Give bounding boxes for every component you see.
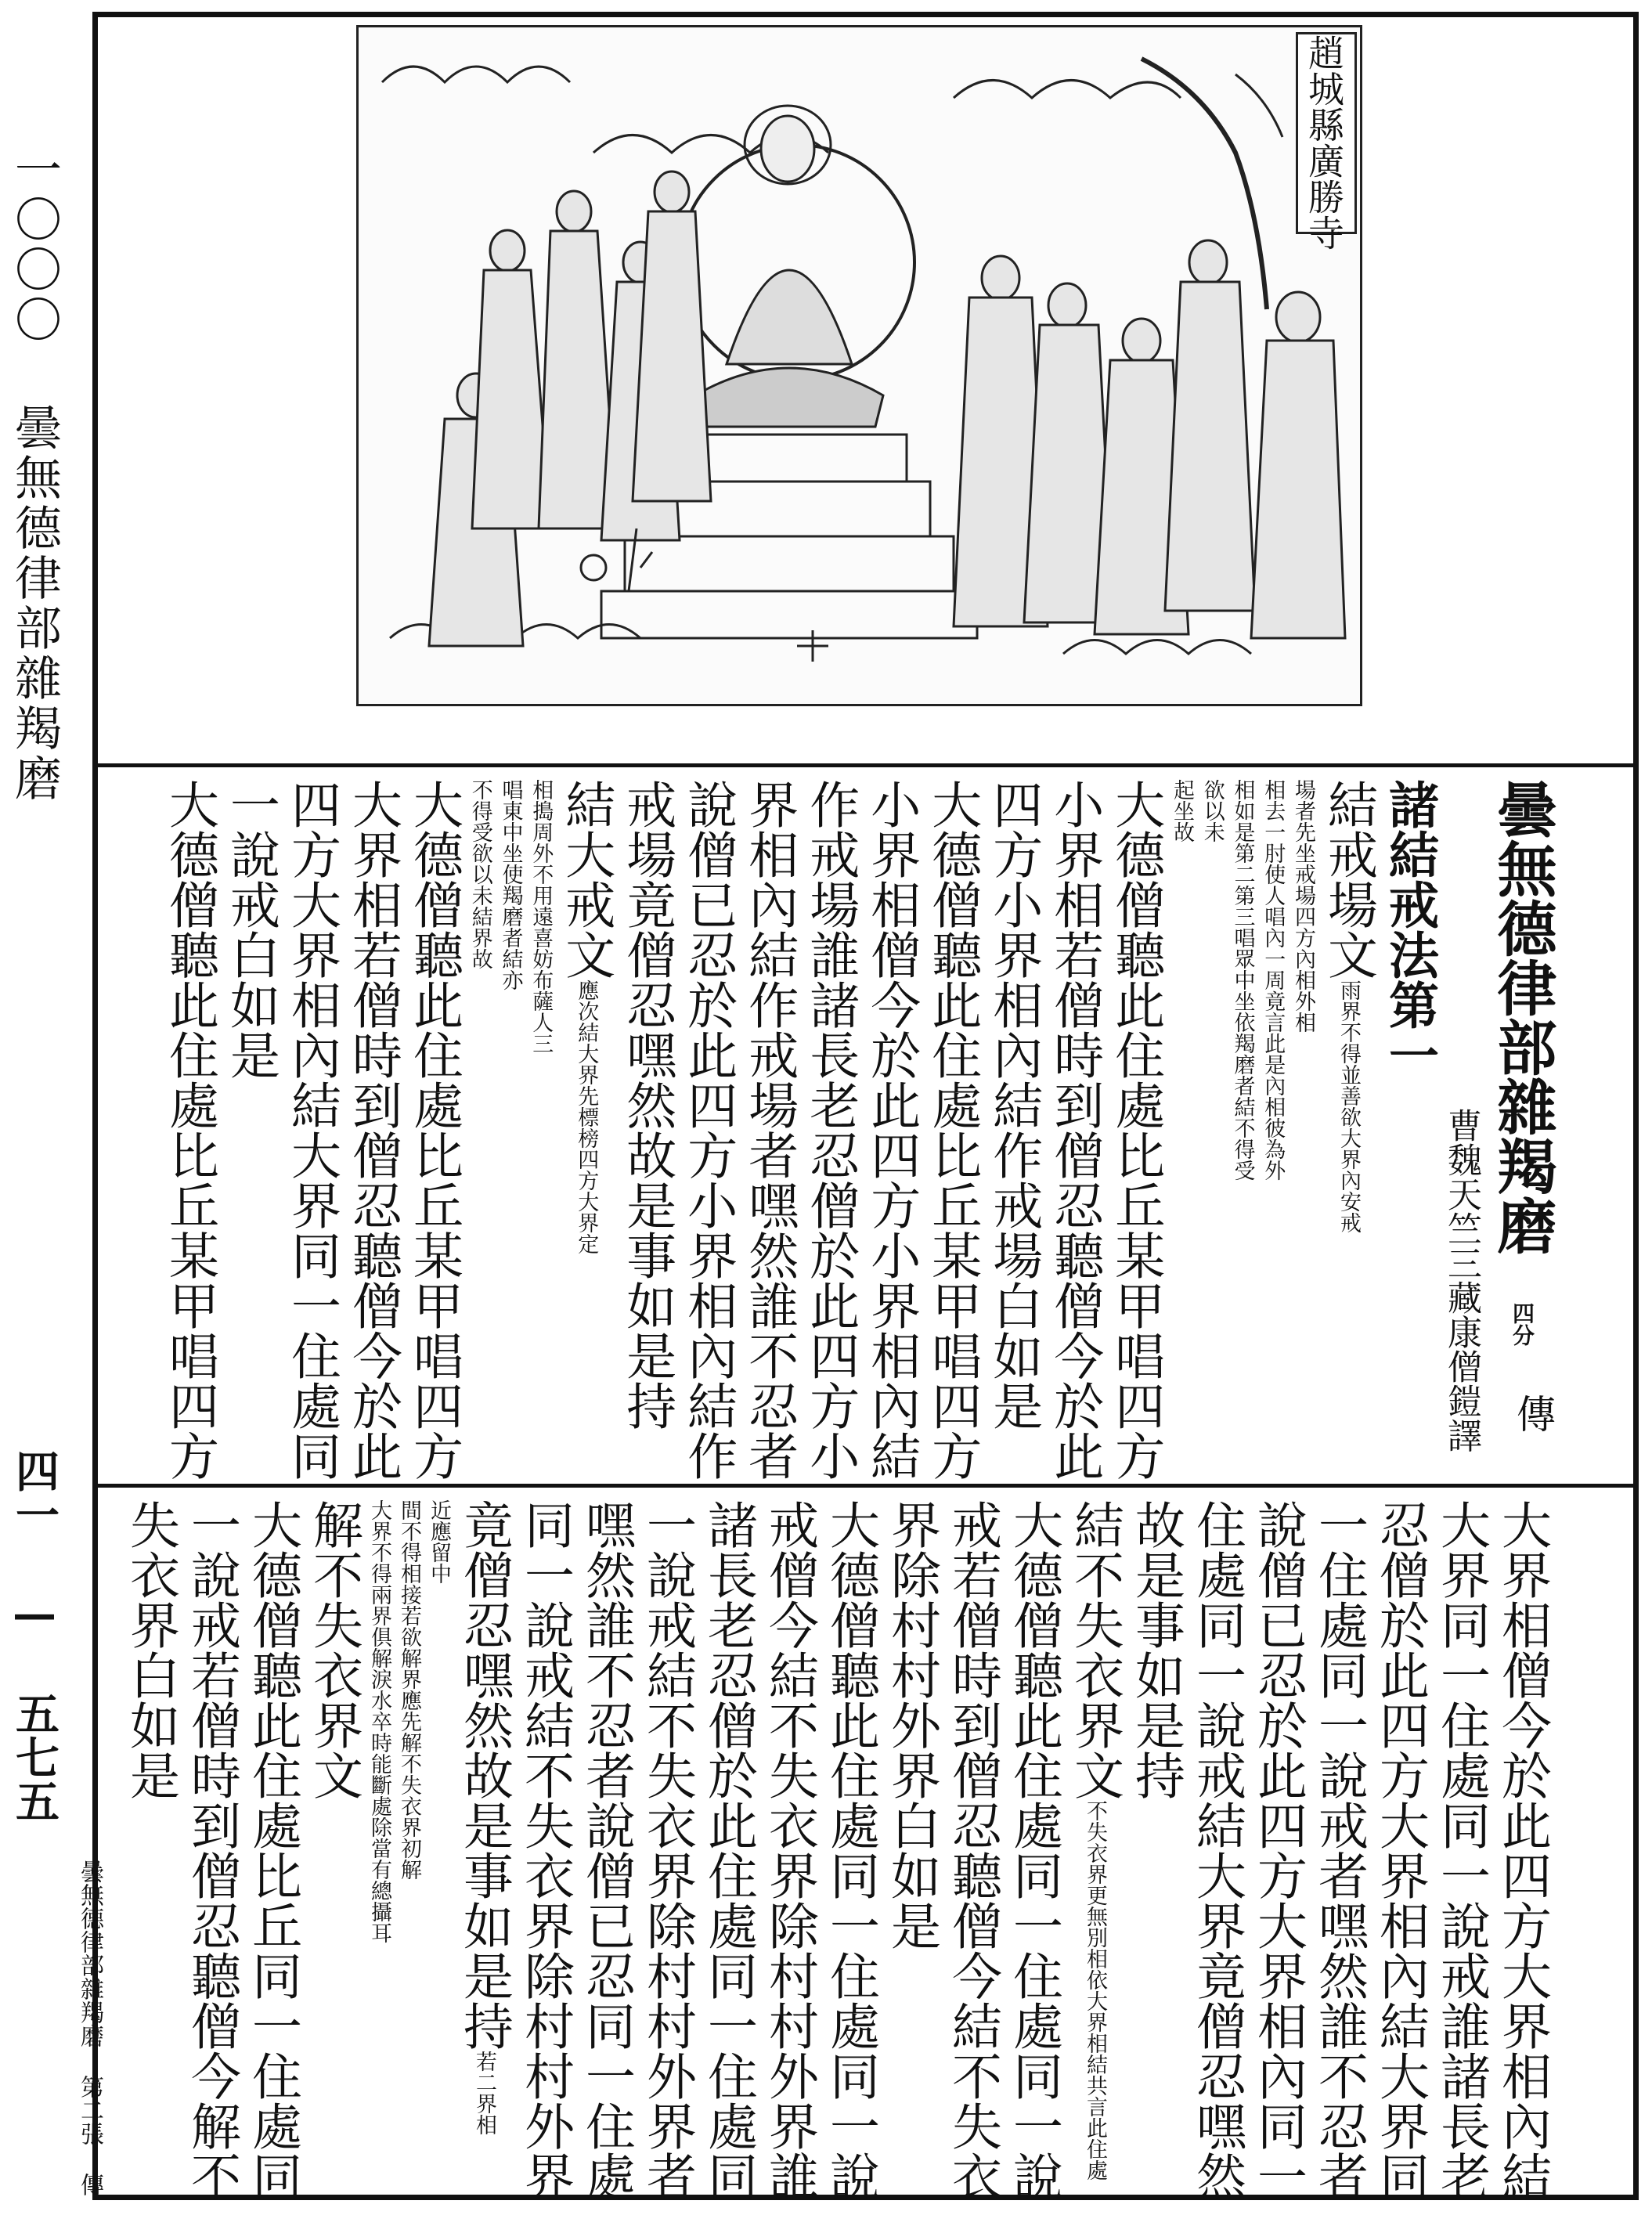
section-heading: 結不失衣界文不失衣界更無別相依大界相結共言此住處 bbox=[1066, 1499, 1124, 2181]
note-column: 大界不得兩界俱解淚水卒時能斷處除當有總攝耳 bbox=[367, 1499, 391, 1943]
section-divider-2 bbox=[98, 1484, 1634, 1488]
author-mark: 傳 bbox=[1510, 1394, 1556, 1433]
text-column: 戒僧今結不失衣界除村村外界誰 bbox=[760, 1499, 818, 2201]
note-column: 相搗周外不用遠喜妨布薩人三 bbox=[528, 779, 554, 1054]
text-column: 大界同一住處同一說戒誰諸長老 bbox=[1432, 1499, 1490, 2201]
margin-page-number: 四一 — 五七五 bbox=[9, 1448, 60, 1823]
text-column: 說僧已忍於此四方大界相內同一 bbox=[1249, 1499, 1307, 2201]
note-column: 場者先坐戒場四方內相外相 bbox=[1291, 779, 1315, 1033]
text-panel-lower bbox=[76, 1499, 1551, 2201]
text-column: 大德僧聽此住處比丘某甲唱四方 bbox=[1106, 779, 1165, 1481]
text-column: 一說戒白如是 bbox=[222, 779, 280, 1080]
section-heading: 結大戒文應次結大界先標榜四方大界定 bbox=[557, 779, 615, 1254]
inline-note: 應次結大界先標榜四方大界定 bbox=[574, 979, 599, 1254]
text-column: 大德僧聽此住處同一住處同一說 bbox=[821, 1499, 879, 2201]
text-column: 大界相僧今於此四方大界相內結 bbox=[1493, 1499, 1551, 2201]
note-column: 相如是第二第三唱眾中坐依羯磨者結不得受 bbox=[1230, 779, 1255, 1181]
text-column: 失衣界白如是 bbox=[121, 1499, 179, 1800]
inline-note: 雨界不得並善欲大界內安戒 bbox=[1336, 979, 1361, 1233]
text-column: 故是事如是持 bbox=[1127, 1499, 1185, 1800]
text-column: 說僧已忍於此四方小界相內結作 bbox=[679, 779, 738, 1481]
text-column: 界相內結作戒場者嘿然誰不忍者 bbox=[740, 779, 799, 1481]
text-column: 一說戒若僧時到僧忍聽僧今解不 bbox=[182, 1499, 240, 2201]
page-footer: 曇無德律部雜羯磨 第二張 傳 bbox=[76, 1860, 103, 2196]
text-column: 大德僧聽此住處比丘某甲唱四方 bbox=[405, 779, 463, 1481]
text-column: 大德僧聽此住處比丘某甲唱四方 bbox=[923, 779, 982, 1481]
note-column: 間不得相接若欲解界應先解不失衣界初解 bbox=[397, 1499, 421, 1880]
text-column: 一住處同一說戒者嘿然誰不忍者 bbox=[1310, 1499, 1368, 2201]
woodblock-illustration bbox=[356, 25, 1362, 706]
section-heading: 解不失衣界文 bbox=[305, 1499, 363, 1800]
note-column: 唱東中坐使羯磨者結亦 bbox=[498, 779, 523, 990]
text-column: 戒場竟僧忍嘿然故是事如是持 bbox=[618, 779, 676, 1430]
text-column: 同一說戒結不失衣界除村村外界 bbox=[516, 1499, 574, 2201]
note-column: 起坐故 bbox=[1170, 779, 1194, 842]
note-column: 不得受欲以未結界故 bbox=[467, 779, 492, 969]
chapter-heading: 諸結戒法第一 bbox=[1380, 779, 1439, 1080]
text-column: 四方小界相內結作戒場白如是 bbox=[984, 779, 1043, 1430]
text-panel-middle bbox=[157, 779, 1557, 1481]
text-column: 大德僧聽此住處比丘同一住處同 bbox=[243, 1499, 301, 2201]
section-divider-1 bbox=[98, 763, 1634, 767]
section-heading: 結戒場文雨界不得並善欲大界內安戒 bbox=[1319, 779, 1377, 1233]
note-column: 欲以未 bbox=[1199, 779, 1225, 842]
text-column: 界除村村外界白如是 bbox=[882, 1499, 940, 1950]
inline-note: 不失衣界更無別相依大界相結共言此住處 bbox=[1083, 1800, 1107, 2181]
text-column: 諸長老忍僧於此住處同一住處同 bbox=[699, 1499, 757, 2201]
text-column: 住處同一說戒結大界竟僧忍嘿然 bbox=[1188, 1499, 1246, 2201]
translator-line: 曹魏天竺三藏康僧鎧譯 bbox=[1441, 1108, 1481, 1452]
text-column: 竟僧忍嘿然故是事如是持若二界相 bbox=[455, 1499, 513, 2135]
text-column: 忍僧於此四方大界相內結大界同 bbox=[1371, 1499, 1429, 2201]
temple-cartouche: 趙城縣廣勝寺 bbox=[1296, 32, 1357, 234]
text-column: 大界相若僧時到僧忍聽僧今於此 bbox=[344, 779, 402, 1481]
text-column: 戒若僧時到僧忍聽僧今結不失衣 bbox=[943, 1499, 1001, 2201]
text-column: 作戒場誰諸長老忍僧於此四方小 bbox=[801, 779, 860, 1481]
sutra-title: 曇無德律部雜羯磨四分 bbox=[1488, 779, 1557, 1346]
note-column: 相去一肘使人唱內一周竟言此是內相彼為外 bbox=[1261, 779, 1286, 1181]
title-note: 四分 bbox=[1510, 1302, 1535, 1346]
margin-volume-label: 一〇〇〇 曇無德律部雜羯磨 bbox=[7, 145, 62, 804]
text-column: 嘿然誰不忍者說僧已忍同一住處 bbox=[577, 1499, 635, 2201]
text-column: 一說戒結不失衣界除村村外界者 bbox=[638, 1499, 696, 2201]
note-column: 近應留中 bbox=[427, 1499, 451, 1584]
text-column: 大德僧聽此住處比丘某甲唱四方 bbox=[161, 779, 218, 1481]
inline-note: 若二界相 bbox=[472, 2051, 496, 2135]
text-column: 四方大界相內結大界同一住處同 bbox=[283, 779, 341, 1481]
illustration-drawing bbox=[359, 27, 1365, 709]
text-column: 大德僧聽此住處同一住處同一說 bbox=[1005, 1499, 1062, 2201]
text-column: 小界相若僧時到僧忍聽僧今於此 bbox=[1045, 779, 1104, 1481]
text-column: 小界相僧今於此四方小界相內結 bbox=[862, 779, 921, 1481]
